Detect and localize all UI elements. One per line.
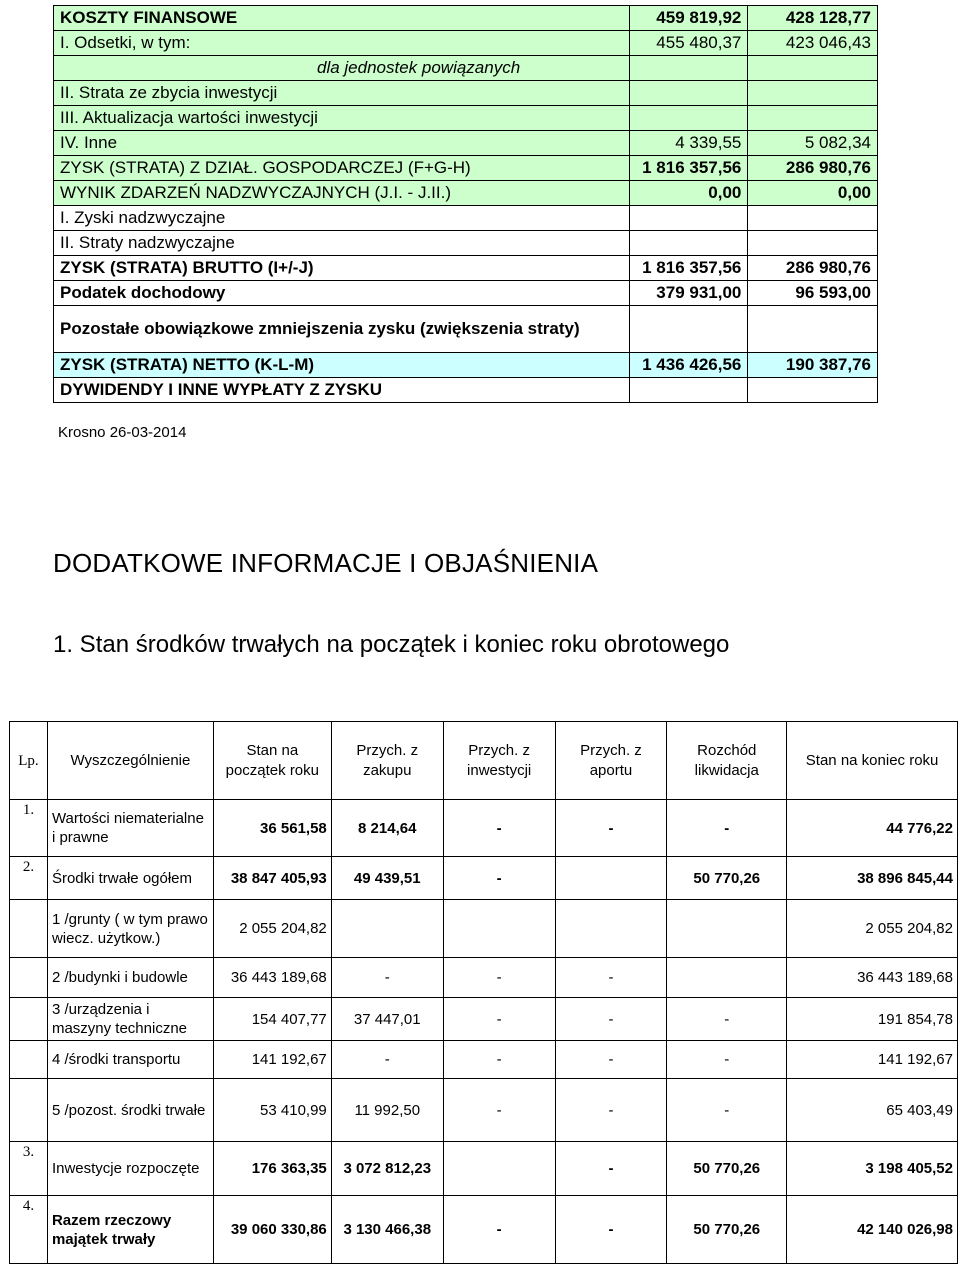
- fin-label: WYNIK ZDARZEŃ NADZWYCZAJNYCH (J.I. - J.II.): [54, 181, 630, 206]
- row-investment: -: [443, 958, 555, 998]
- fin-value-2: [748, 56, 878, 81]
- fin-label: IV. Inne: [54, 131, 630, 156]
- fin-row: [54, 353, 878, 378]
- fin-row: [54, 106, 878, 131]
- row-name: 3 /urządzenia i maszyny techniczne: [47, 998, 213, 1041]
- table-row: [10, 857, 958, 900]
- fin-value-1: 4 339,55: [630, 131, 748, 156]
- row-investment: -: [443, 1196, 555, 1264]
- row-disposal: [667, 958, 787, 998]
- fin-label: II. Strata ze zbycia inwestycji: [54, 81, 630, 106]
- row-investment: -: [443, 857, 555, 900]
- row-purchase: 8 214,64: [331, 800, 443, 857]
- fin-value-1: 0,00: [630, 181, 748, 206]
- fin-value-2: 286 980,76: [748, 256, 878, 281]
- row-purchase: 37 447,01: [331, 998, 443, 1041]
- fin-value-1: 379 931,00: [630, 281, 748, 306]
- row-end: 36 443 189,68: [787, 958, 958, 998]
- row-disposal: 50 770,26: [667, 1142, 787, 1196]
- row-end: 65 403,49: [787, 1079, 958, 1142]
- fin-label: KOSZTY FINANSOWE: [54, 6, 630, 31]
- row-disposal: 50 770,26: [667, 1196, 787, 1264]
- row-start: 141 192,67: [213, 1041, 331, 1079]
- fin-label: DYWIDENDY I INNE WYPŁATY Z ZYSKU: [54, 378, 630, 403]
- row-contribution: -: [555, 1041, 667, 1079]
- row-name: 2 /budynki i budowle: [47, 958, 213, 998]
- fin-value-2: 5 082,34: [748, 131, 878, 156]
- row-disposal: [667, 900, 787, 958]
- fin-value-1: 455 480,37: [630, 31, 748, 56]
- row-investment: [443, 900, 555, 958]
- fin-label: ZYSK (STRATA) Z DZIAŁ. GOSPODARCZEJ (F+G-H): [54, 156, 630, 181]
- fin-row: [54, 378, 878, 403]
- fin-value-1: [630, 306, 748, 353]
- row-end: 191 854,78: [787, 998, 958, 1041]
- fin-row: [54, 156, 878, 181]
- row-start: 154 407,77: [213, 998, 331, 1041]
- fin-value-2: [748, 306, 878, 353]
- row-disposal: 50 770,26: [667, 857, 787, 900]
- fin-label: Podatek dochodowy: [54, 281, 630, 306]
- fin-value-1: [630, 81, 748, 106]
- fin-value-1: [630, 231, 748, 256]
- table-row: [10, 1041, 958, 1079]
- row-lp: 3.: [10, 1142, 48, 1196]
- row-investment: -: [443, 1079, 555, 1142]
- table-row: [10, 900, 958, 958]
- fin-label: I. Zyski nadzwyczajne: [54, 206, 630, 231]
- col-header-investment: Przych. z inwestycji: [443, 722, 555, 800]
- row-lp: 2.: [10, 857, 48, 900]
- fin-value-2: 190 387,76: [748, 353, 878, 378]
- row-disposal: -: [667, 998, 787, 1041]
- fin-label: ZYSK (STRATA) NETTO (K-L-M): [54, 353, 630, 378]
- fin-label: II. Straty nadzwyczajne: [54, 231, 630, 256]
- row-purchase: 3 130 466,38: [331, 1196, 443, 1264]
- fin-value-2: [748, 231, 878, 256]
- fin-value-2: [748, 106, 878, 131]
- fin-label: Pozostałe obowiązkowe zmniejszenia zysku (zwiększenia straty): [54, 306, 630, 353]
- row-purchase: -: [331, 1041, 443, 1079]
- col-header-disposal: Rozchód likwidacja: [667, 722, 787, 800]
- row-contribution: -: [555, 1079, 667, 1142]
- row-disposal: -: [667, 1041, 787, 1079]
- row-contribution: -: [555, 998, 667, 1041]
- fin-value-2: [748, 206, 878, 231]
- row-start: 2 055 204,82: [213, 900, 331, 958]
- fin-label: I. Odsetki, w tym:: [54, 31, 630, 56]
- fin-row: [54, 306, 878, 353]
- fin-row: [54, 81, 878, 106]
- row-contribution: -: [555, 1196, 667, 1264]
- fin-value-1: [630, 56, 748, 81]
- fin-label: dla jednostek powiązanych: [54, 56, 630, 81]
- row-contribution: [555, 857, 667, 900]
- fin-label: III. Aktualizacja wartości inwestycji: [54, 106, 630, 131]
- table-row: [10, 1079, 958, 1142]
- row-end: 141 192,67: [787, 1041, 958, 1079]
- fin-value-1: [630, 106, 748, 131]
- row-purchase: 49 439,51: [331, 857, 443, 900]
- row-lp: [10, 900, 48, 958]
- table-row: [10, 1142, 958, 1196]
- row-name: 4 /środki transportu: [47, 1041, 213, 1079]
- fin-value-1: [630, 378, 748, 403]
- row-end: 3 198 405,52: [787, 1142, 958, 1196]
- table-row: [10, 800, 958, 857]
- fin-row: [54, 131, 878, 156]
- table-row: [10, 998, 958, 1041]
- row-start: 36 443 189,68: [213, 958, 331, 998]
- section-title: DODATKOWE INFORMACJE I OBJAŚNIENIA: [53, 548, 599, 578]
- col-header-start: Stan na początek roku: [213, 722, 331, 800]
- row-investment: [443, 1142, 555, 1196]
- row-contribution: -: [555, 958, 667, 998]
- row-end: 44 776,22: [787, 800, 958, 857]
- col-header-purchase: Przych. z zakupu: [331, 722, 443, 800]
- row-investment: -: [443, 800, 555, 857]
- row-name: 5 /pozost. środki trwałe: [47, 1079, 213, 1142]
- row-lp: [10, 1041, 48, 1079]
- row-name: Wartości niematerialne i prawne: [47, 800, 213, 857]
- fin-value-1: [630, 206, 748, 231]
- row-lp: [10, 958, 48, 998]
- row-end: 38 896 845,44: [787, 857, 958, 900]
- table-row: [10, 1196, 958, 1264]
- fixed-assets-table: [9, 721, 958, 1264]
- row-contribution: -: [555, 1142, 667, 1196]
- table-row: [10, 958, 958, 998]
- fin-row: [54, 6, 878, 31]
- row-start: 38 847 405,93: [213, 857, 331, 900]
- fin-value-2: 286 980,76: [748, 156, 878, 181]
- fin-value-1: 459 819,92: [630, 6, 748, 31]
- row-name: Środki trwałe ogółem: [47, 857, 213, 900]
- row-investment: -: [443, 998, 555, 1041]
- row-lp: 1.: [10, 800, 48, 857]
- fin-value-1: 1 816 357,56: [630, 156, 748, 181]
- fin-value-1: 1 436 426,56: [630, 353, 748, 378]
- row-investment: -: [443, 1041, 555, 1079]
- col-header-contribution: Przych. z aportu: [555, 722, 667, 800]
- row-end: 2 055 204,82: [787, 900, 958, 958]
- fin-row: [54, 181, 878, 206]
- row-purchase: -: [331, 958, 443, 998]
- fin-row: [54, 281, 878, 306]
- fin-label: ZYSK (STRATA) BRUTTO (I+/-J): [54, 256, 630, 281]
- row-contribution: [555, 900, 667, 958]
- fin-value-2: [748, 378, 878, 403]
- fin-value-2: 428 128,77: [748, 6, 878, 31]
- row-start: 36 561,58: [213, 800, 331, 857]
- place-date: Krosno 26-03-2014: [58, 424, 187, 441]
- row-start: 53 410,99: [213, 1079, 331, 1142]
- header-row: [10, 722, 958, 800]
- row-name: 1 /grunty ( w tym prawo wiecz. użytkow.): [47, 900, 213, 958]
- fin-value-2: [748, 81, 878, 106]
- fin-row: [54, 231, 878, 256]
- fin-value-2: 423 046,43: [748, 31, 878, 56]
- row-disposal: -: [667, 1079, 787, 1142]
- row-lp: [10, 998, 48, 1041]
- fin-value-2: 0,00: [748, 181, 878, 206]
- subsection-title: 1. Stan środków trwałych na początek i koniec roku obrotowego: [53, 631, 730, 658]
- fin-row: [54, 31, 878, 56]
- col-header-end: Stan na koniec roku: [787, 722, 958, 800]
- row-name: Inwestycje rozpoczęte: [47, 1142, 213, 1196]
- row-start: 176 363,35: [213, 1142, 331, 1196]
- row-start: 39 060 330,86: [213, 1196, 331, 1264]
- col-header-name: Wyszczególnienie: [47, 722, 213, 800]
- fin-row: [54, 256, 878, 281]
- row-purchase: 11 992,50: [331, 1079, 443, 1142]
- row-end: 42 140 026,98: [787, 1196, 958, 1264]
- row-contribution: -: [555, 800, 667, 857]
- col-header-lp: Lp.: [10, 722, 48, 800]
- row-purchase: 3 072 812,23: [331, 1142, 443, 1196]
- fin-row: [54, 56, 878, 81]
- fin-row: [54, 206, 878, 231]
- financial-table: [53, 5, 878, 403]
- row-lp: [10, 1079, 48, 1142]
- row-purchase: [331, 900, 443, 958]
- row-name: Razem rzeczowy majątek trwały: [47, 1196, 213, 1264]
- row-lp: 4.: [10, 1196, 48, 1264]
- row-disposal: -: [667, 800, 787, 857]
- fin-value-2: 96 593,00: [748, 281, 878, 306]
- fin-value-1: 1 816 357,56: [630, 256, 748, 281]
